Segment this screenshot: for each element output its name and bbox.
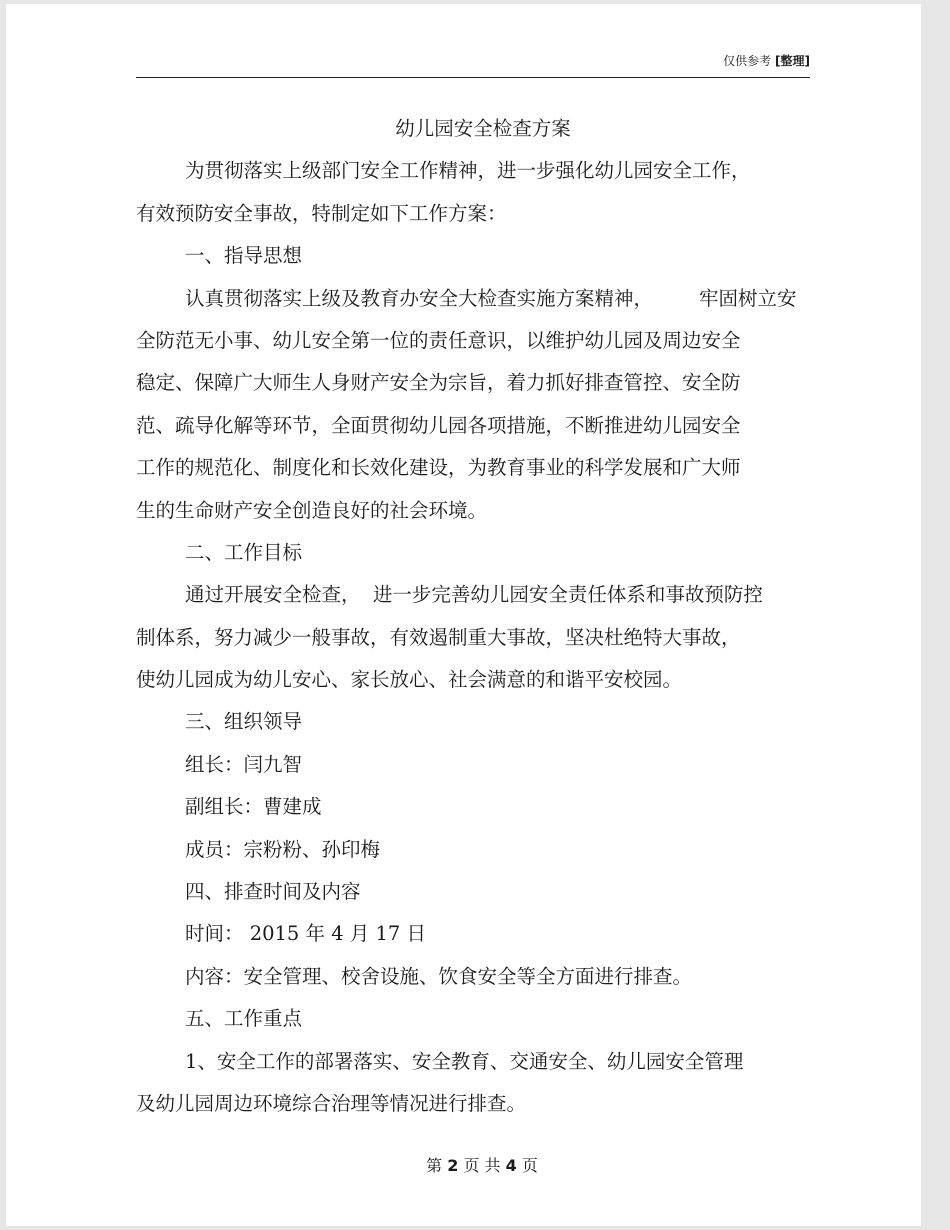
paragraph-line: 使幼儿园成为幼儿安心、家长放心、社会满意的和谐平安校园。 [136,668,683,692]
paragraph-line: 1、安全工作的部署落实、安全教育、交通安全、幼儿园安全管理 [185,1049,744,1073]
paragraph-line: 生的生命财产安全创造良好的社会环境。 [136,498,488,522]
leader-line: 组长：闫九智 [185,752,303,776]
members-line: 成员：宗粉粉、孙印梅 [185,837,381,861]
paragraph-line: 工作的规范化、制度化和长效化建设，为教育事业的科学发展和广大师 [136,456,741,480]
paragraph-line: 通过开展安全检查， 进一步完善幼儿园安全责任体系和事故预防控 [185,583,763,607]
footer-page-number: 2 [447,1156,459,1175]
paragraph-line: 全防范无小事、幼儿安全第一位的责任意识，以维护幼儿园及周边安全 [136,328,741,352]
intro-line: 为贯彻落实上级部门安全工作精神，进一步强化幼儿园安全工作， [185,159,751,183]
paragraph-line: 及幼儿园周边环境综合治理等情况进行排查。 [136,1091,527,1115]
paragraph-line: 制体系，努力减少一般事故，有效遏制重大事故，坚决杜绝特大事故， [136,625,741,649]
paragraph-text: 认真贯彻落实上级及教育办安全大检查实施方案精神， [185,286,654,310]
footer-page-total: 4 [505,1156,517,1175]
page-header [136,50,810,78]
vice-leader-line: 副组长：曹建成 [185,795,322,819]
section-heading: 三、组织领导 [185,710,303,734]
footer-mid: 页 共 [463,1156,501,1175]
paragraph-line [136,278,810,320]
section-heading: 一、指导思想 [185,244,303,268]
paragraph-text: 牢固树立安 [699,286,797,310]
intro-line: 有效预防安全事故，特制定如下工作方案： [136,201,507,225]
paragraph-line: 稳定、保障广大师生人身财产安全为宗旨，着力抓好排查管控、安全防 [136,371,741,395]
header-tag: [整理] [775,54,810,68]
section-heading: 二、工作目标 [185,540,303,564]
header-note: 仅供参考 [723,54,772,68]
content-line: 内容：安全管理、校舍设施、饮食安全等全方面进行排查。 [185,964,693,988]
document-title: 幼儿园安全检查方案 [395,117,571,140]
page-footer [0,1153,950,1176]
time-line: 时间： 2015 年 4 月 17 日 [185,922,427,946]
paragraph-line: 范、疏导化解等环节，全面贯彻幼儿园各项措施，不断推进幼儿园安全 [136,413,741,437]
section-heading: 四、排查时间及内容 [185,880,361,904]
footer-suffix: 页 [521,1156,538,1175]
section-heading: 五、工作重点 [185,1007,303,1031]
document-body [136,108,810,1125]
footer-prefix: 第 [426,1156,443,1175]
